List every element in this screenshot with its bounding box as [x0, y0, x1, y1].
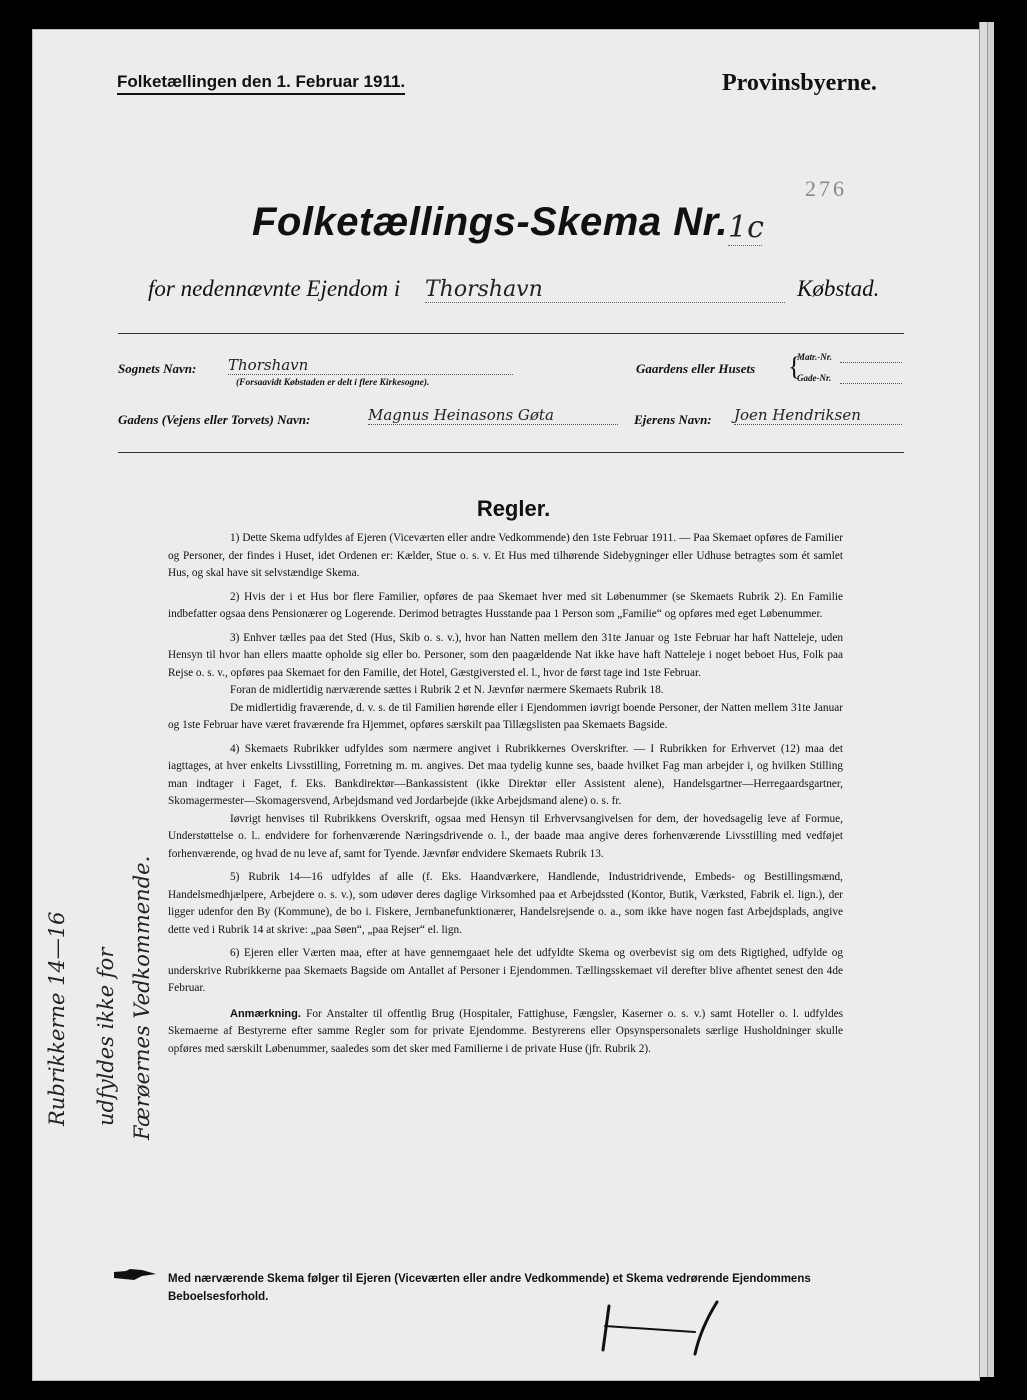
- rule-1: 1) Dette Skema udfyldes af Ejeren (Viceværten eller andre Vedkommende) den 1ste Februar 1911. — Paa Skemaet opføres de Familier og Personer, der findes i Huset, idet Ordenen er: Kælder, Stue o. s. v. Et Hus med tilhørende Sidebygninger eller Udhuse betragtes som ét samlet Hus, og skal have sit selvstændige Skema.: [168, 532, 843, 579]
- property-label: Gaardens eller Husets: [636, 361, 756, 376]
- annotation-text: For Anstalter til offentlig Brug (Hospitaler, Fattighuse, Fængsler, Kaserner o. s. v.) samt Hoteller o. l. udfyldes Skemaerne af Bestyrerne efter samme Regler som for private Ejendomme. Bestyrerens eller Opsynspersonalets særlige Husholdninger skulle opføres med særskilt Løbenummer, saaledes som det sker med Familierne i de private Huse (jfr. Rubrik 2).: [168, 1007, 843, 1055]
- handwritten-mark: [595, 1298, 735, 1358]
- gade-nr-label: Gade-Nr.: [797, 373, 832, 383]
- owner-value: Joen Hendriksen: [734, 406, 902, 425]
- brace: {: [788, 352, 801, 381]
- rules-body: [168, 530, 843, 1064]
- margin-note-line-1: Rubrikkerne 14—16: [45, 911, 69, 1126]
- matr-label: Matr.-Nr.: [797, 352, 833, 362]
- street-value: Magnus Heinasons Gøta: [368, 406, 618, 425]
- rule-6: 6) Ejeren eller Værten maa, efter at have gennemgaaet hele det udfyldte Skema og overbevist sig om dets Rigtighed, udfylde og underskrive Rubrikkerne paa Skemaets Bagside om Antallet af Personer i Ejendommen. Tællingsskemaet vil derefter blive afhentet senest den 4de Februar.: [168, 947, 843, 994]
- street-label: Gadens (Vejens eller Torvets) Navn:: [118, 412, 311, 427]
- rule-3-note-a: Foran de midlertidig nærværende sættes i Rubrik 2 et N. Jævnfør nærmere Skemaets Rubrik 18.: [230, 684, 664, 696]
- subtitle-suffix: Købstad.: [797, 276, 880, 301]
- form-title: Folketællings-Skema Nr.: [252, 200, 729, 244]
- rule-4-note: Iøvrigt henvises til Rubrikkens Overskrift, ogsaa med Hensyn til Erhvervsangivelsen for dem, der hovedsagelig leve af Formue, Understøttelse o. l.. endvidere for forhenværende Næringsdrivende o. l., der baade maa angive deres forhenværende Livsstilling med vedføjet forhenværende, og hvad de nu leve af, samt for Tyende. Jævnfør endvidere Skemaets Rubrik 13.: [168, 812, 843, 860]
- annotation-label: Anmærkning.: [230, 1007, 301, 1020]
- rule-3: 3) Enhver tælles paa det Sted (Hus, Skib o. s. v.), hvor han Natten mellem den 31te Januar og 1ste Februar har haft Natteleje, uden Hensyn til hvor han ellers maatte opholde sig eller bo. Personer, som den paagældende Nat ikke have haft Natteleje i noget beboet Hus, Folk paa Rejse o. s. v., opføres paa Skemaet for den Familie, det Hotel, Gæstgiversted el. l., hvor de først tage ind 1ste Februar.: [168, 631, 843, 679]
- divider: [118, 452, 904, 453]
- sheet-edge: [987, 22, 994, 1377]
- margin-note-line-2: udfyldes ikke for: [94, 947, 118, 1126]
- rule-5: 5) Rubrik 14—16 udfyldes af alle (f. Eks. Haandværkere, Handlende, Industridrivende, Embeds- og Bestillingsmænd, Handelsmedhjælpere, Arbejdere o. s. v.), som udøver deres daglige Virksomhed paa et Arbejdssted (Kontor, Butik, Værksted, Fabrik el. lign.), der ligger udenfor den By (Kommune), de bo i. Fiskere, Jernbanefunktionærer, Handelsrejsende o. a., som ikke have nogen fast Arbejdsplads, angive dette ved i Rubrik 14 at skrive: „paa Søen“, „paa Rejser“ el. lign.: [168, 871, 843, 936]
- footnote: Med nærværende Skema følger til Ejeren (Viceværten eller andre Vedkommende) et Skema vedrørende Ejendommens Beboelsesforhold.: [168, 1273, 811, 1303]
- stamp-number: 276: [805, 176, 847, 201]
- parish-label: Sognets Navn:: [118, 361, 197, 376]
- pointing-hand-icon: [112, 1268, 158, 1282]
- rule-3-note-b: De midlertidig fraværende, d. v. s. de til Familien hørende eller i Ejendommen iøvrigt boende Personer, der Natten mellem 31te Januar og 1ste Februar have været fraværende fra Hjemmet, opføres særskilt paa Tillægslisten paa Skemaets Bagside.: [168, 701, 843, 731]
- form-number-handwritten: 1c: [728, 210, 764, 245]
- subtitle-prefix: for nedennævnte Ejendom i: [148, 276, 401, 301]
- rule-2: 2) Hvis der i et Hus bor flere Familier, opføres de paa Skemaet hver med sit Løbenummer (se Skemaets Rubrik 2). En Familie indbefatter ogsaa dens Pensionærer og Logerende. Derimod betragtes Husstande paa 1 Person som „Familie“ og opføres med eget Løbenummer.: [168, 590, 843, 620]
- rules-heading: Regler.: [476, 496, 551, 521]
- town-handwritten: Thorshavn: [425, 277, 785, 303]
- gade-nr-line: [840, 383, 902, 384]
- province-header: Provinsbyerne.: [722, 70, 877, 96]
- rule-4: 4) Skemaets Rubrikker udfyldes som nærmere angivet i Rubrikkernes Overskrifter. — I Rubrikken for Erhvervet (12) maa det iagttages, at hver enkelts Livsstilling, Forretning m. m. angives. Det maa tydelig kunne ses, baade hvilket Fag man arbejder i, og hvilken Stilling man indtager i Faget, f. Eks. Bankdirektør—Bankassistent (ikke Direktør eller Assistent alene), Handelsgartner—Herregaardsgartner, Skomagermester—Skomagersvend, Arbejdsmand ved Jordarbejde (ikke Arbejdsmand alene) o. s. fr.: [168, 742, 843, 807]
- divider: [118, 333, 904, 334]
- annotation: [168, 1006, 843, 1059]
- census-date-header: Folketællingen den 1. Februar 1911.: [117, 72, 405, 95]
- parish-note: (Forsaavidt Købstaden er delt i flere Kirkesogne).: [236, 378, 430, 388]
- owner-label: Ejerens Navn:: [634, 412, 712, 427]
- matr-line: [840, 362, 902, 363]
- margin-note-line-3: Færøernes Vedkommende.: [130, 855, 154, 1140]
- parish-value: Thorshavn: [228, 356, 513, 375]
